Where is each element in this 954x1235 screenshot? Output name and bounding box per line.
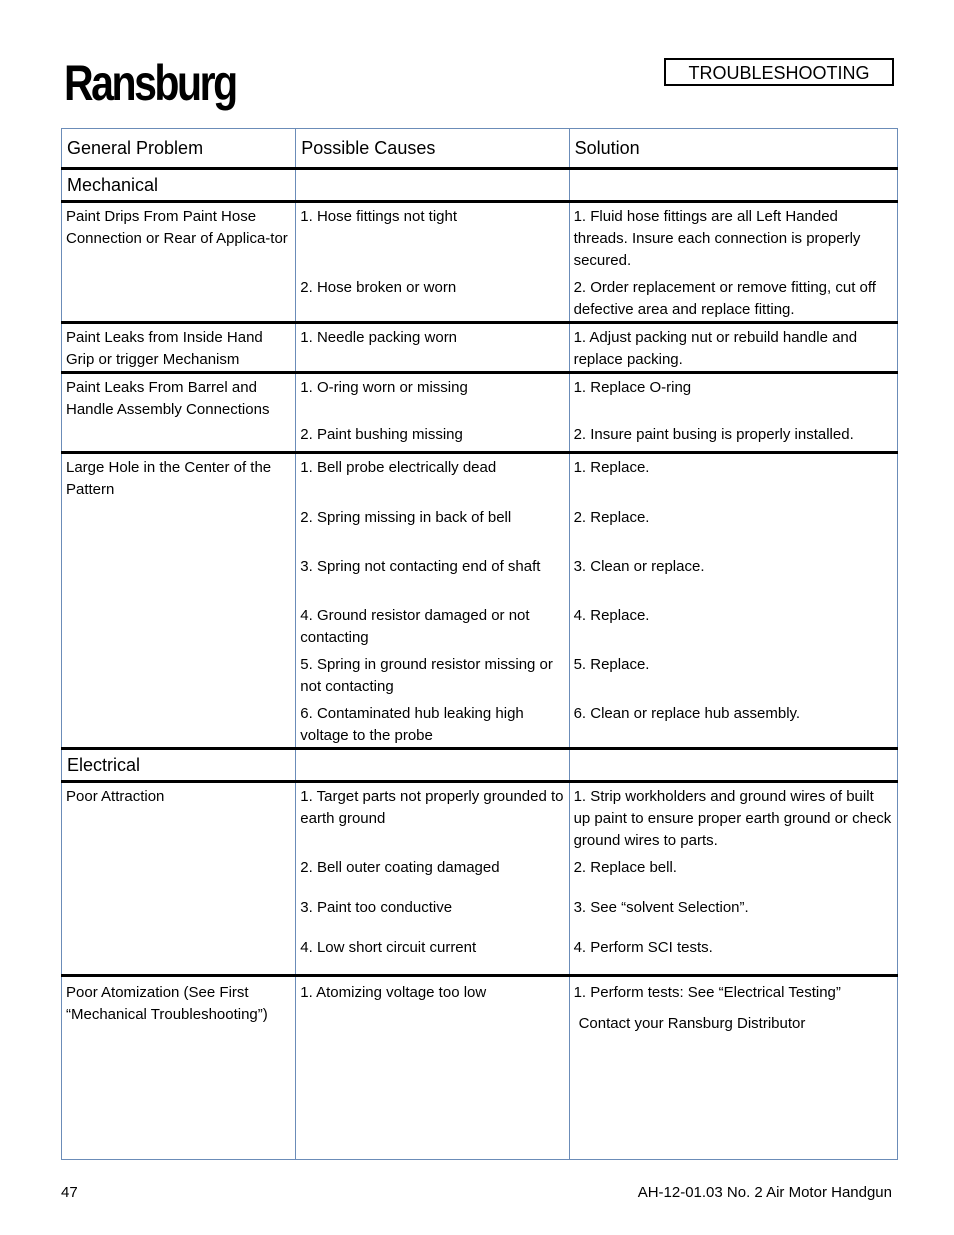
cause-cell: 1. Target parts not properly grounded to earth ground [296,781,569,852]
ransburg-logo: Ransburg [64,55,236,111]
cause-cell: 1. Needle packing worn [296,323,569,373]
solution-line-contact: Contact your Ransburg Distributor [578,1015,806,1032]
category-row-electrical [62,748,898,781]
col-header-solution: Solution [569,129,897,169]
cause-cell: 2. Hose broken or worn [296,272,569,323]
cause-cell: 1. Hose fittings not tight [296,202,569,273]
problem-cell: Poor Attraction [62,781,296,976]
solution-cell: 3. Clean or replace. [569,551,897,600]
solution-cell: 1. Adjust packing nut or rebuild handle and replace packing. [569,323,897,373]
cause-cell: 4. Low short circuit current [296,932,569,976]
section-title: TROUBLESHOOTING [664,58,894,86]
solution-line: 1. Perform tests: See “Electrical Testing” [573,984,841,1001]
cause-cell: 4. Ground resistor damaged or not contacting [296,600,569,649]
solution-cell: 1. Replace O-ring [569,373,897,419]
solution-cell: 6. Clean or replace hub assembly. [569,698,897,749]
problem-cell: Paint Drips From Paint Hose Connection or Rear of Applica-tor [62,202,296,323]
solution-cell: 2. Insure paint busing is properly installed. [569,419,897,453]
col-header-causes: Possible Causes [296,129,569,169]
solution-cell: 2. Order replacement or remove fitting, cut off defective area and replace fitting. [569,272,897,323]
problem-cell: Large Hole in the Center of the Pattern [62,453,296,749]
cause-cell: 1. Bell probe electrically dead [296,453,569,502]
cause-cell: 3. Paint too conductive [296,892,569,932]
table-row [62,976,898,1160]
solution-cell: 5. Replace. [569,649,897,698]
table-row [62,453,898,502]
solution-cell: 1. Replace. [569,453,897,502]
solution-cell: 1. Strip workholders and ground wires of built up paint to ensure proper earth ground or check ground wires to parts. [569,781,897,852]
table-header-row [62,129,898,169]
solution-cell [569,976,897,1160]
solution-cell: 2. Replace. [569,502,897,551]
page-number: 47 [61,1184,78,1201]
cause-cell: 1. Atomizing voltage too low [296,976,569,1160]
problem-cell: Poor Atomization (See First “Mechanical Troubleshooting”) [62,976,296,1160]
category-label: Electrical [62,748,296,781]
table-row [62,323,898,373]
solution-cell: 1. Fluid hose fittings are all Left Handed threads. Insure each connection is properly secured. [569,202,897,273]
solution-cell: 4. Replace. [569,600,897,649]
solution-cell: 4. Perform SCI tests. [569,932,897,976]
table-row [62,373,898,419]
problem-cell: Paint Leaks From Barrel and Handle Assembly Connections [62,373,296,453]
document-id: AH-12-01.03 No. 2 Air Motor Handgun [637,1184,892,1201]
cause-cell: 1. O-ring worn or missing [296,373,569,419]
troubleshooting-table [61,128,898,1160]
problem-cell: Paint Leaks from Inside Hand Grip or trigger Mechanism [62,323,296,373]
cause-cell: 3. Spring not contacting end of shaft [296,551,569,600]
solution-cell: 2. Replace bell. [569,852,897,892]
cause-cell: 5. Spring in ground resistor missing or not contacting [296,649,569,698]
category-label: Mechanical [62,169,296,202]
table-row [62,202,898,273]
cause-cell: 2. Bell outer coating damaged [296,852,569,892]
table-row [62,781,898,852]
solution-cell: 3. See “solvent Selection”. [569,892,897,932]
col-header-problem: General Problem [62,129,296,169]
cause-cell: 2. Spring missing in back of bell [296,502,569,551]
cause-cell: 2. Paint bushing missing [296,419,569,453]
category-row-mechanical [62,169,898,202]
cause-cell: 6. Contaminated hub leaking high voltage to the probe [296,698,569,749]
